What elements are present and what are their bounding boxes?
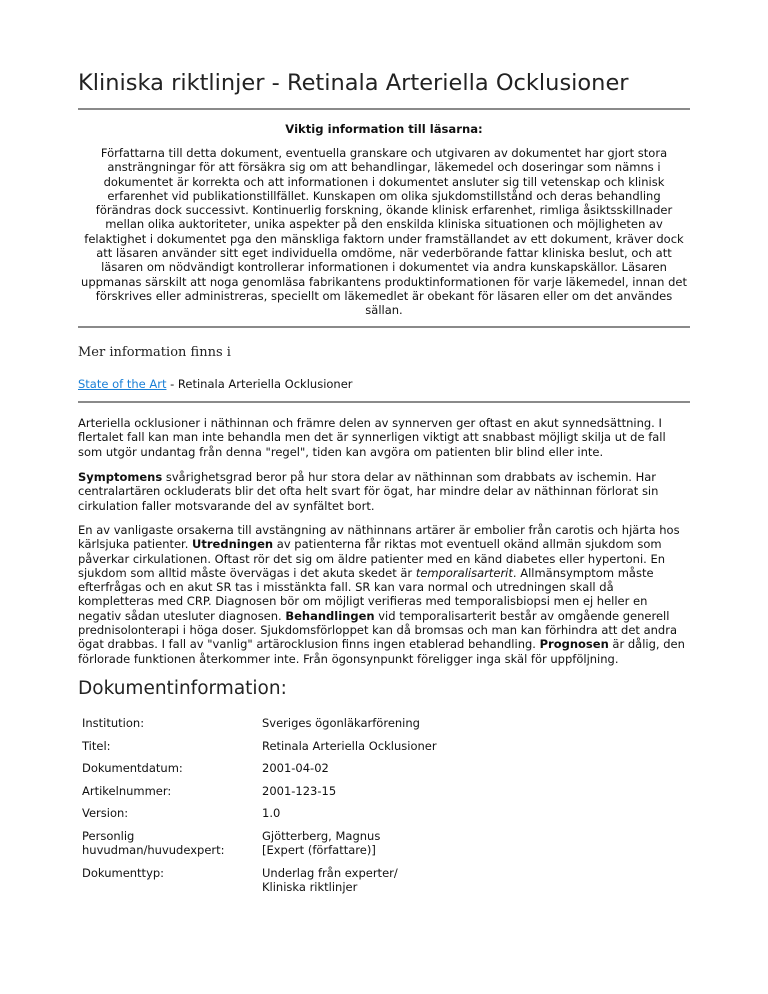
docinfo-key: Dokumenttyp: bbox=[82, 865, 165, 880]
reference-line bbox=[78, 377, 353, 391]
symptoms-text: svårighetsgrad beror på hur stora delar av näthinnan som drabbats av ischemin. Har centralartären ockluderats blir det ofta helt svart för ögat, har mindre delar av näthinnan förlorat sin cirkulation faller motsvarande del av synfältet bort. bbox=[78, 470, 659, 513]
docinfo-key: Titel: bbox=[82, 738, 111, 753]
docinfo-value: 1.0 bbox=[262, 806, 281, 820]
docinfo-row bbox=[78, 753, 437, 776]
docinfo-key: Artikelnummer: bbox=[82, 783, 172, 798]
paragraph-text: . Allmänsymptom måste efterfrågas och en akut SR tas i misstänkta fall. SR kan vara normal och utredningen skall då kompletteras med CRP. Diagnosen bör om möjligt verifieras med temporalisbiopsi men ej heller en negativ sådan utesluter diagnosen. bbox=[78, 565, 654, 623]
prognosis-term: Prognosen bbox=[539, 637, 609, 652]
intro-paragraph: Arteriella ocklusioner i näthinnan och främre delen av synnerven ger oftast en akut synnedsättning. I flertalet fall kan man inte behandla men det är synnerligen viktigt att snabbast möjligt skilja ut de fall som utgör undantag från denna "regel", tiden kan avgöra om patienten blir blind eller inte. bbox=[78, 416, 666, 459]
page-title: Kliniska riktlinjer - Retinala Arteriella Ocklusioner bbox=[78, 70, 629, 96]
divider bbox=[78, 401, 690, 403]
symptoms-paragraph bbox=[78, 470, 690, 513]
paragraph-text: vid temporalisarterit består av omgående generell prednisolonterapi i höga doser. Sjukdomsförloppet kan då bromsas och man kan förhindra att det andra ögat drabbas. I fall av "vanlig" artärocklusion finns ingen etablerad behandling. bbox=[78, 608, 677, 652]
docinfo-row bbox=[78, 798, 437, 821]
docinfo-value: Underlag från experter/ Kliniska riktlinjer bbox=[262, 865, 398, 894]
investigation-term: Utredningen bbox=[192, 537, 274, 552]
docinfo-row bbox=[78, 858, 437, 895]
docinfo-value: Gjötterberg, Magnus [Expert (författare)] bbox=[262, 828, 381, 857]
state-of-the-art-link[interactable]: State of the Art bbox=[78, 377, 167, 391]
more-info-heading: Mer information finns i bbox=[78, 345, 231, 360]
docinfo-row bbox=[78, 776, 437, 799]
divider bbox=[78, 326, 690, 328]
temporal-arteritis-term: temporalisarterit bbox=[415, 565, 513, 580]
docinfo-value: Sveriges ögonläkarförening bbox=[262, 716, 420, 730]
docinfo-row bbox=[78, 731, 437, 754]
investigation-paragraph bbox=[78, 523, 690, 666]
paragraph-text: av patienterna får riktas mot eventuell okänd allmän sjukdom som påverkar cirkulationen. Oftast rör det sig om äldre patienter med en känd diabetes eller hypertoni. En sjukdom som alltid måste övervägas i det akuta skedet är bbox=[78, 537, 666, 580]
docinfo-value: Retinala Arteriella Ocklusioner bbox=[262, 738, 437, 753]
docinfo-key: Version: bbox=[82, 806, 129, 820]
docinfo-table bbox=[78, 708, 437, 895]
docinfo-heading: Dokumentinformation: bbox=[78, 678, 287, 699]
notice-heading: Viktig information till läsarna: bbox=[285, 122, 483, 136]
docinfo-row bbox=[78, 708, 437, 731]
treatment-term: Behandlingen bbox=[285, 608, 375, 623]
paragraph-text: är dålig, den förlorade funktionen återkommer inte. Från ögonsynpunkt föreligger inga skäl för uppföljning. bbox=[78, 637, 685, 666]
docinfo-key: Dokumentdatum: bbox=[82, 761, 183, 775]
divider bbox=[78, 108, 690, 110]
docinfo-key: Personlig huvudman/huvudexpert: bbox=[82, 828, 225, 857]
paragraph-text: En av vanligaste orsakerna till avstängning av näthinnans artärer är embolier från carotis och hjärta hos kärlsjuka patienter. bbox=[78, 523, 680, 552]
docinfo-value: 2001-04-02 bbox=[262, 761, 329, 775]
notice-text: Författarna till detta dokument, eventuella granskare och utgivaren av dokumentet har gjort stora ansträngningar för att försäkra sig om att behandlingar, läkemedel och doseringar som nämns i dokumentet är korrekta och att informationen i dokumentet ansluter sig till vetenskap och klinisk erfarenhet vid publikationstillfället. Kunskapen om olika sjukdomstillstånd och deras behandling förändras dock successivt. Kontinuerlig forskning, ökande klinisk erfarenhet, rimliga åsiktsskillnader mellan olika auktoriteter, unika aspekter på den enskilda kliniska situationen och möjligheten av felaktighet i dokumentet pga den mänskliga faktorn under framställandet av ett dokument, kräver dock att läsaren använder sitt eget individuella omdöme, när vederbörande fattar kliniska beslut, och att läsaren om nödvändigt kontrollerar informationen i dokumentet via andra kunskapskällor. Läsaren uppmanas särskilt att noga genomläsa fabrikantens produktinformationen för varje läkemedel, innan det förskrives eller administreras, speciellt om läkemedlet är obekant för läsaren eller om det användes sällan. bbox=[81, 146, 687, 318]
docinfo-row bbox=[78, 821, 437, 858]
docinfo-value: 2001-123-15 bbox=[262, 783, 337, 798]
docinfo-key: Institution: bbox=[82, 716, 145, 730]
symptoms-term: Symptomens bbox=[78, 470, 163, 484]
reference-suffix: - Retinala Arteriella Ocklusioner bbox=[166, 377, 353, 391]
